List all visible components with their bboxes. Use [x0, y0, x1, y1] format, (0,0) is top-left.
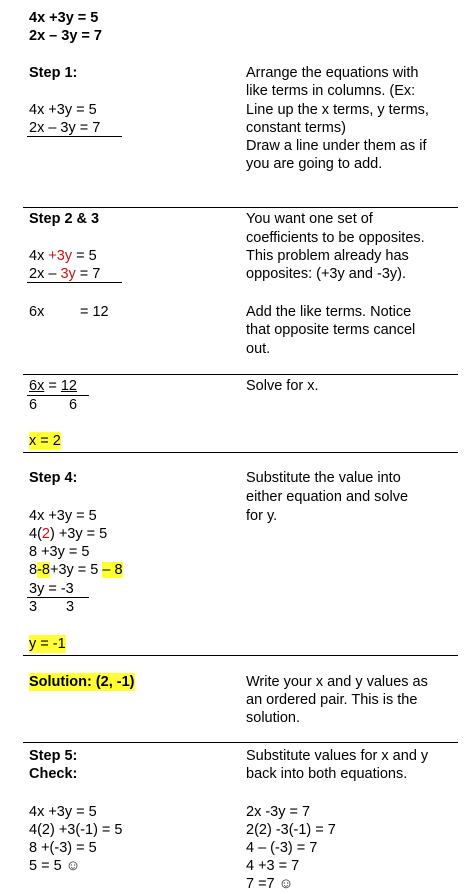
step4-result: y = -1 — [29, 636, 66, 652]
step23-title: Step 2 & 3 — [29, 211, 100, 227]
step1-sum-line — [27, 136, 122, 137]
step23-text2-2: that opposite terms cancel — [246, 322, 416, 338]
step1-text-3: Line up the x terms, y terms, — [246, 102, 429, 118]
step1-eq2: 2x – 3y = 7 — [29, 120, 101, 136]
header-equation-1: 4x +3y = 5 — [29, 10, 99, 26]
step4-title: Step 4: — [29, 470, 78, 486]
step4-text-1: Substitute the value into — [246, 470, 401, 486]
step4-line-4: 8-8+3y = 5 – 8 — [29, 562, 123, 578]
step5-text-2: back into both equations. — [246, 766, 408, 782]
solvex-denominator-1: 6 — [29, 397, 38, 413]
step4-denominator-2: 3 — [66, 599, 75, 615]
step4-line-5: 3y = -3 — [29, 581, 74, 597]
step5-check-title: Check: — [29, 766, 78, 782]
divider-5 — [23, 742, 458, 743]
header-equation-2: 2x – 3y = 7 — [29, 28, 102, 44]
step1-text-5: Draw a line under them as if — [246, 138, 427, 154]
solution-text-2: an ordered pair. This is the — [246, 692, 418, 708]
step23-sum-line — [27, 282, 122, 283]
check-right-2: 2(2) -3(-1) = 7 — [246, 822, 336, 838]
solvex-text: Solve for x. — [246, 378, 319, 394]
step23-text-3: This problem already has — [246, 248, 409, 264]
check-left-1: 4x +3y = 5 — [29, 804, 97, 820]
step1-title: Step 1: — [29, 65, 78, 81]
check-left-3: 8 +(-3) = 5 — [29, 840, 97, 856]
step23-sum-rhs: = 12 — [80, 304, 109, 320]
step23-text-2: coefficients to be opposites. — [246, 230, 425, 246]
step4-denominator-1: 3 — [29, 599, 38, 615]
step23-eq2: 2x – 3y = 7 — [29, 266, 101, 282]
solvex-denominator-2: 6 — [69, 397, 78, 413]
solution-text-3: solution. — [246, 710, 301, 726]
solution-label: Solution: (2, -1) — [29, 674, 135, 690]
step1-text-6: you are going to add. — [246, 156, 383, 172]
step23-text-4: opposites: (+3y and -3y). — [246, 266, 406, 282]
divider-4 — [23, 655, 458, 656]
step23-text-1: You want one set of — [246, 211, 373, 227]
solvex-numerator: 6x = 12 — [29, 378, 77, 394]
step1-text-1: Arrange the equations with — [246, 65, 419, 81]
step4-line-3: 8 +3y = 5 — [29, 544, 90, 560]
step4-line-1: 4x +3y = 5 — [29, 508, 97, 524]
step1-text-4: constant terms) — [246, 120, 346, 136]
step4-text-2: either equation and solve — [246, 489, 409, 505]
step1-text-2: like terms in columns. (Ex: — [246, 83, 416, 99]
step5-text-1: Substitute values for x and y — [246, 748, 429, 764]
step23-eq1: 4x +3y = 5 — [29, 248, 97, 264]
divider-2 — [23, 374, 458, 375]
check-right-1: 2x -3y = 7 — [246, 804, 311, 820]
check-left-4: 5 = 5 ☺ — [29, 858, 81, 874]
step23-text2-3: out. — [246, 341, 271, 357]
check-right-5: 7 =7 ☺ — [246, 876, 294, 892]
step23-sum-lhs: 6x — [29, 304, 45, 320]
solvex-result: x = 2 — [29, 433, 61, 449]
divider-3 — [23, 452, 458, 453]
step4-text-3: for y. — [246, 508, 278, 524]
divider-1 — [23, 207, 458, 208]
check-right-3: 4 – (-3) = 7 — [246, 840, 318, 856]
step4-line-2: 4(2) +3y = 5 — [29, 526, 108, 542]
solution-text-1: Write your x and y values as — [246, 674, 428, 690]
step23-text2-1: Add the like terms. Notice — [246, 304, 412, 320]
check-right-4: 4 +3 = 7 — [246, 858, 300, 874]
step5-title: Step 5: — [29, 748, 78, 764]
check-left-2: 4(2) +3(-1) = 5 — [29, 822, 123, 838]
step1-eq1: 4x +3y = 5 — [29, 102, 97, 118]
